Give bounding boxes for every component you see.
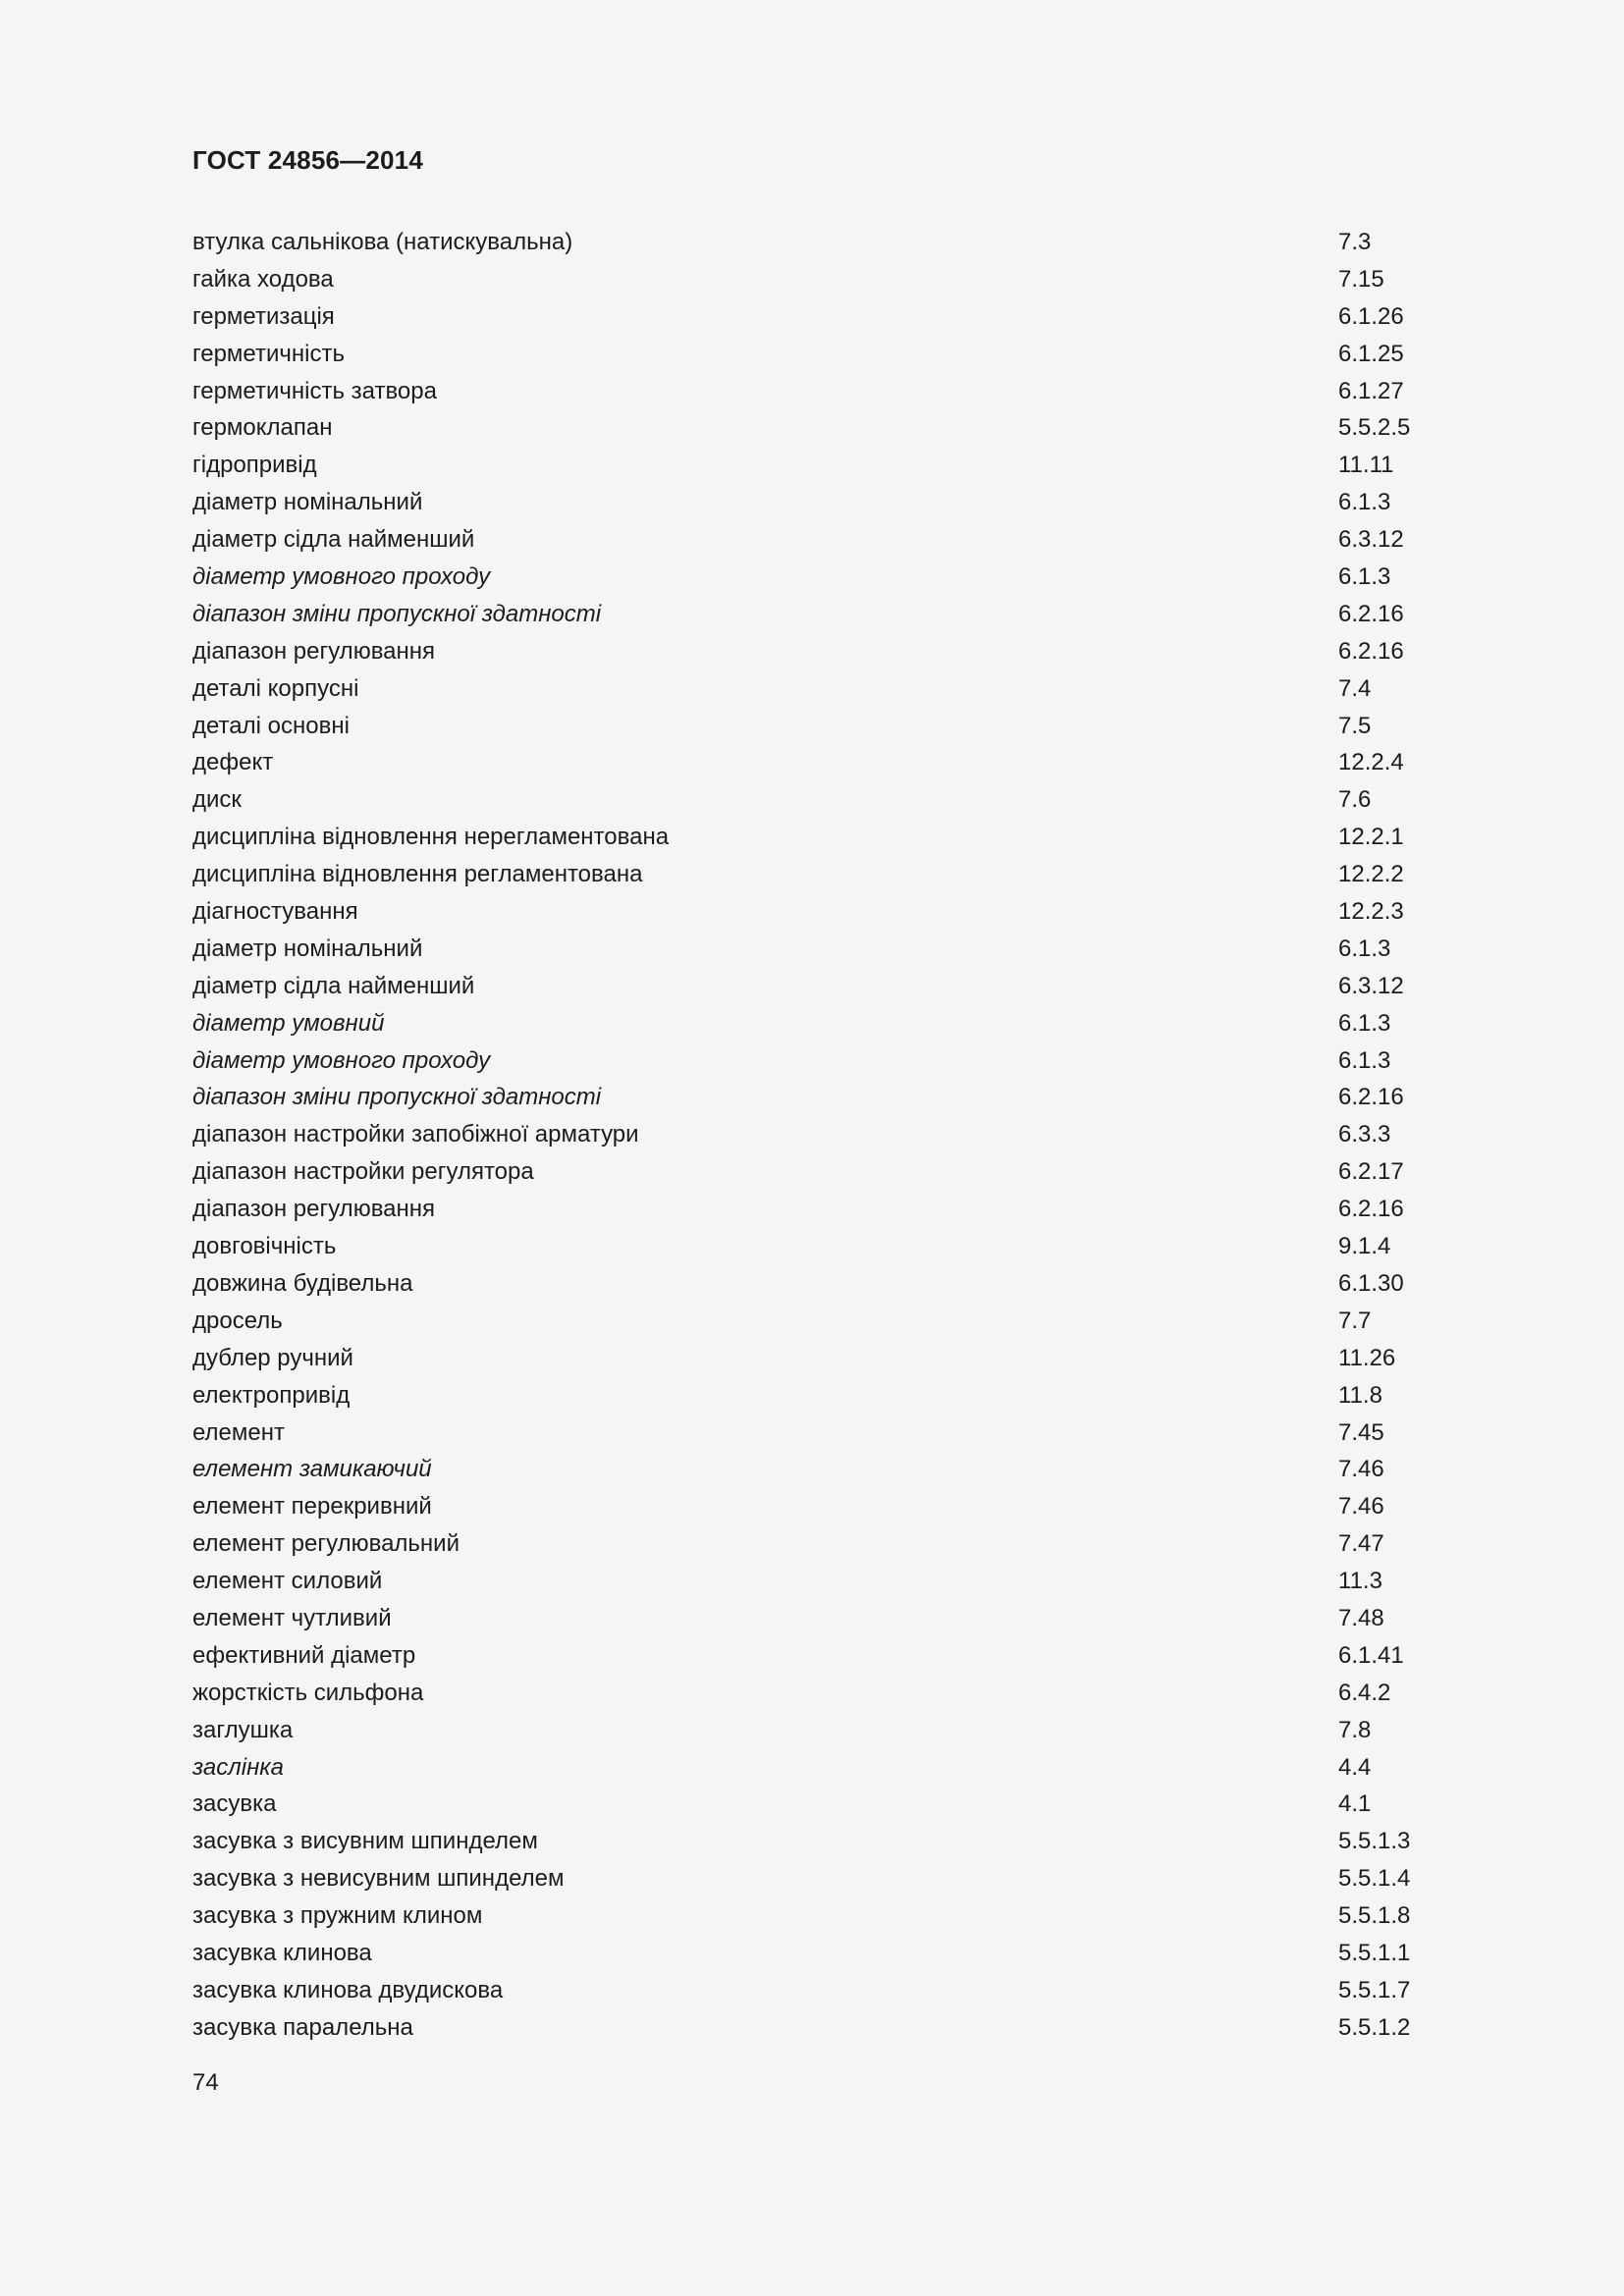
index-entry xyxy=(192,2009,1469,2047)
index-reference: 7.48 xyxy=(1338,1604,1384,1631)
index-reference: 6.1.27 xyxy=(1338,377,1404,404)
index-term: засувка з невисувним шпинделем xyxy=(192,1865,565,1893)
index-term: елемент xyxy=(192,1418,285,1446)
index-term: діапазон зміни пропускної здатності xyxy=(192,1084,602,1111)
index-entry xyxy=(192,1079,1469,1116)
index-entry xyxy=(192,856,1469,893)
index-term: довговічність xyxy=(192,1233,337,1260)
index-term: заслінка xyxy=(192,1753,284,1781)
index-entry xyxy=(192,1786,1469,1823)
index-entry xyxy=(192,1005,1469,1042)
index-entry xyxy=(192,1228,1469,1265)
index-reference: 12.2.1 xyxy=(1338,824,1404,851)
index-term: герметичність затвора xyxy=(192,377,437,404)
page-number: 74 xyxy=(192,2069,219,2096)
index-reference: 6.3.3 xyxy=(1338,1121,1391,1148)
index-entry xyxy=(192,224,1469,261)
index-entry xyxy=(192,708,1469,745)
index-entry xyxy=(192,1897,1469,1935)
index-reference: 11.8 xyxy=(1338,1381,1382,1409)
index-term: ефективний діаметр xyxy=(192,1641,416,1669)
index-term: герметичність xyxy=(192,340,345,367)
index-term: діапазон настройки регулятора xyxy=(192,1158,534,1186)
index-entry xyxy=(192,1191,1469,1228)
index-reference: 5.5.1.2 xyxy=(1338,2013,1411,2041)
index-entry xyxy=(192,968,1469,1005)
index-reference: 5.5.1.1 xyxy=(1338,1939,1411,1966)
index-reference: 5.5.1.4 xyxy=(1338,1865,1411,1893)
index-entry xyxy=(192,1303,1469,1340)
index-reference: 7.5 xyxy=(1338,712,1372,739)
index-reference: 6.1.41 xyxy=(1338,1641,1404,1669)
index-term: жорсткість сильфона xyxy=(192,1679,424,1706)
index-term: дросель xyxy=(192,1307,283,1334)
index-term: елемент перекривний xyxy=(192,1493,432,1521)
document-header: ГОСТ 24856—2014 xyxy=(192,145,423,175)
index-term: елемент замикаючий xyxy=(192,1456,432,1483)
index-reference: 6.2.17 xyxy=(1338,1158,1404,1186)
index-reference: 12.2.2 xyxy=(1338,861,1404,888)
index-reference: 9.1.4 xyxy=(1338,1233,1391,1260)
index-term: втулка сальнікова (натискувальна) xyxy=(192,229,573,255)
index-reference: 7.15 xyxy=(1338,265,1384,293)
index-entry xyxy=(192,1749,1469,1787)
index-reference: 6.1.26 xyxy=(1338,302,1404,330)
index-entry xyxy=(192,893,1469,931)
index-term: діапазон зміни пропускної здатності xyxy=(192,600,602,627)
index-reference: 4.4 xyxy=(1338,1753,1372,1781)
index-reference: 6.1.30 xyxy=(1338,1269,1404,1297)
index-reference: 5.5.1.3 xyxy=(1338,1828,1411,1855)
index-entry xyxy=(192,931,1469,968)
index-reference: 7.6 xyxy=(1338,786,1372,814)
index-term: диск xyxy=(192,786,242,814)
index-term: засувка паралельна xyxy=(192,2013,413,2041)
index-term: діаметр сідла найменший xyxy=(192,972,475,999)
index-entry xyxy=(192,1675,1469,1712)
index-reference: 6.1.25 xyxy=(1338,340,1404,367)
index-reference: 6.1.3 xyxy=(1338,1009,1391,1037)
index-entry xyxy=(192,596,1469,633)
index-reference: 6.2.16 xyxy=(1338,637,1404,665)
index-term: гайка ходова xyxy=(192,265,334,293)
index-term: дисципліна відновлення регламентована xyxy=(192,861,643,888)
index-reference: 4.1 xyxy=(1338,1790,1372,1818)
index-reference: 7.8 xyxy=(1338,1716,1372,1743)
index-reference: 5.5.1.7 xyxy=(1338,1976,1411,2003)
index-entry xyxy=(192,1600,1469,1637)
index-entry xyxy=(192,1860,1469,1897)
index-reference: 6.1.3 xyxy=(1338,489,1391,516)
index-entry xyxy=(192,1116,1469,1153)
index-entry xyxy=(192,1488,1469,1525)
index-entry xyxy=(192,819,1469,856)
index-term: діаметр умовного проходу xyxy=(192,1046,491,1074)
index-entry xyxy=(192,1525,1469,1563)
index-reference: 6.4.2 xyxy=(1338,1679,1391,1706)
index-reference: 11.11 xyxy=(1338,452,1394,479)
index-term: діаметр умовний xyxy=(192,1009,385,1037)
index-entry xyxy=(192,670,1469,708)
index-term: діагностування xyxy=(192,898,358,926)
index-term: засувка з пружним клином xyxy=(192,1902,483,1930)
index-entry xyxy=(192,1415,1469,1452)
index-reference: 6.2.16 xyxy=(1338,1084,1404,1111)
index-reference: 5.5.1.8 xyxy=(1338,1902,1411,1930)
index-term: герметизація xyxy=(192,302,335,330)
index-reference: 6.1.3 xyxy=(1338,934,1391,962)
index-reference: 7.3 xyxy=(1338,229,1372,255)
index-entry xyxy=(192,1712,1469,1749)
index-reference: 7.46 xyxy=(1338,1493,1384,1521)
index-entry xyxy=(192,781,1469,819)
index-reference: 7.46 xyxy=(1338,1456,1384,1483)
index-reference: 6.2.16 xyxy=(1338,600,1404,627)
index-reference: 6.1.3 xyxy=(1338,563,1391,591)
index-term: заглушка xyxy=(192,1716,294,1743)
index-entry xyxy=(192,633,1469,670)
index-term: діапазон регулювання xyxy=(192,1196,436,1223)
index-entry xyxy=(192,336,1469,373)
index-term: дисципліна відновлення нерегламентована xyxy=(192,824,670,851)
index-term: елемент регулювальний xyxy=(192,1530,460,1558)
index-entry xyxy=(192,1377,1469,1415)
index-reference: 6.3.12 xyxy=(1338,972,1404,999)
index-reference: 5.5.2.5 xyxy=(1338,414,1411,442)
index-entry xyxy=(192,521,1469,559)
index-reference: 12.2.4 xyxy=(1338,749,1404,776)
index-term: гідропривід xyxy=(192,452,317,479)
index-term: діаметр номінальний xyxy=(192,489,423,516)
index-term: діапазон настройки запобіжної арматури xyxy=(192,1121,639,1148)
index-term: засувка клинова двудискова xyxy=(192,1976,504,2003)
index-entry xyxy=(192,373,1469,410)
index-term: дублер ручний xyxy=(192,1344,353,1371)
index-reference: 11.3 xyxy=(1338,1568,1382,1595)
index-reference: 6.1.3 xyxy=(1338,1046,1391,1074)
index-entry xyxy=(192,1972,1469,2009)
index-entry xyxy=(192,447,1469,484)
index-reference: 6.3.12 xyxy=(1338,526,1404,554)
index-reference: 6.2.16 xyxy=(1338,1196,1404,1223)
index-term: засувка клинова xyxy=(192,1939,372,1966)
index-entry xyxy=(192,298,1469,336)
index-entry xyxy=(192,1340,1469,1377)
index-reference: 7.4 xyxy=(1338,674,1372,702)
index-reference: 11.26 xyxy=(1338,1344,1396,1371)
index-entry xyxy=(192,1935,1469,1972)
index-term: деталі основні xyxy=(192,712,350,739)
index-entry xyxy=(192,559,1469,596)
index-entry xyxy=(192,1451,1469,1488)
index-term: дефект xyxy=(192,749,274,776)
index-term: електропривід xyxy=(192,1381,351,1409)
index-entry xyxy=(192,1042,1469,1080)
index-entry xyxy=(192,1637,1469,1675)
index-reference: 7.47 xyxy=(1338,1530,1384,1558)
index-reference: 7.45 xyxy=(1338,1418,1384,1446)
index-term: гермоклапан xyxy=(192,414,333,442)
index-entry xyxy=(192,1153,1469,1191)
index-term: довжина будівельна xyxy=(192,1269,413,1297)
index-entry xyxy=(192,409,1469,447)
index-term: діаметр сідла найменший xyxy=(192,526,475,554)
index-entry xyxy=(192,484,1469,521)
term-index-list xyxy=(192,224,1469,2047)
index-term: діаметр умовного проходу xyxy=(192,563,491,591)
index-term: засувка з висувним шпинделем xyxy=(192,1828,538,1855)
index-term: засувка xyxy=(192,1790,277,1818)
index-reference: 7.7 xyxy=(1338,1307,1372,1334)
index-entry xyxy=(192,744,1469,781)
index-term: діаметр номінальний xyxy=(192,934,423,962)
index-term: деталі корпусні xyxy=(192,674,359,702)
index-entry xyxy=(192,1265,1469,1303)
index-term: діапазон регулювання xyxy=(192,637,436,665)
index-entry xyxy=(192,1563,1469,1600)
index-term: елемент чутливий xyxy=(192,1604,392,1631)
index-entry xyxy=(192,1823,1469,1860)
index-term: елемент силовий xyxy=(192,1568,383,1595)
index-entry xyxy=(192,261,1469,298)
index-reference: 12.2.3 xyxy=(1338,898,1404,926)
